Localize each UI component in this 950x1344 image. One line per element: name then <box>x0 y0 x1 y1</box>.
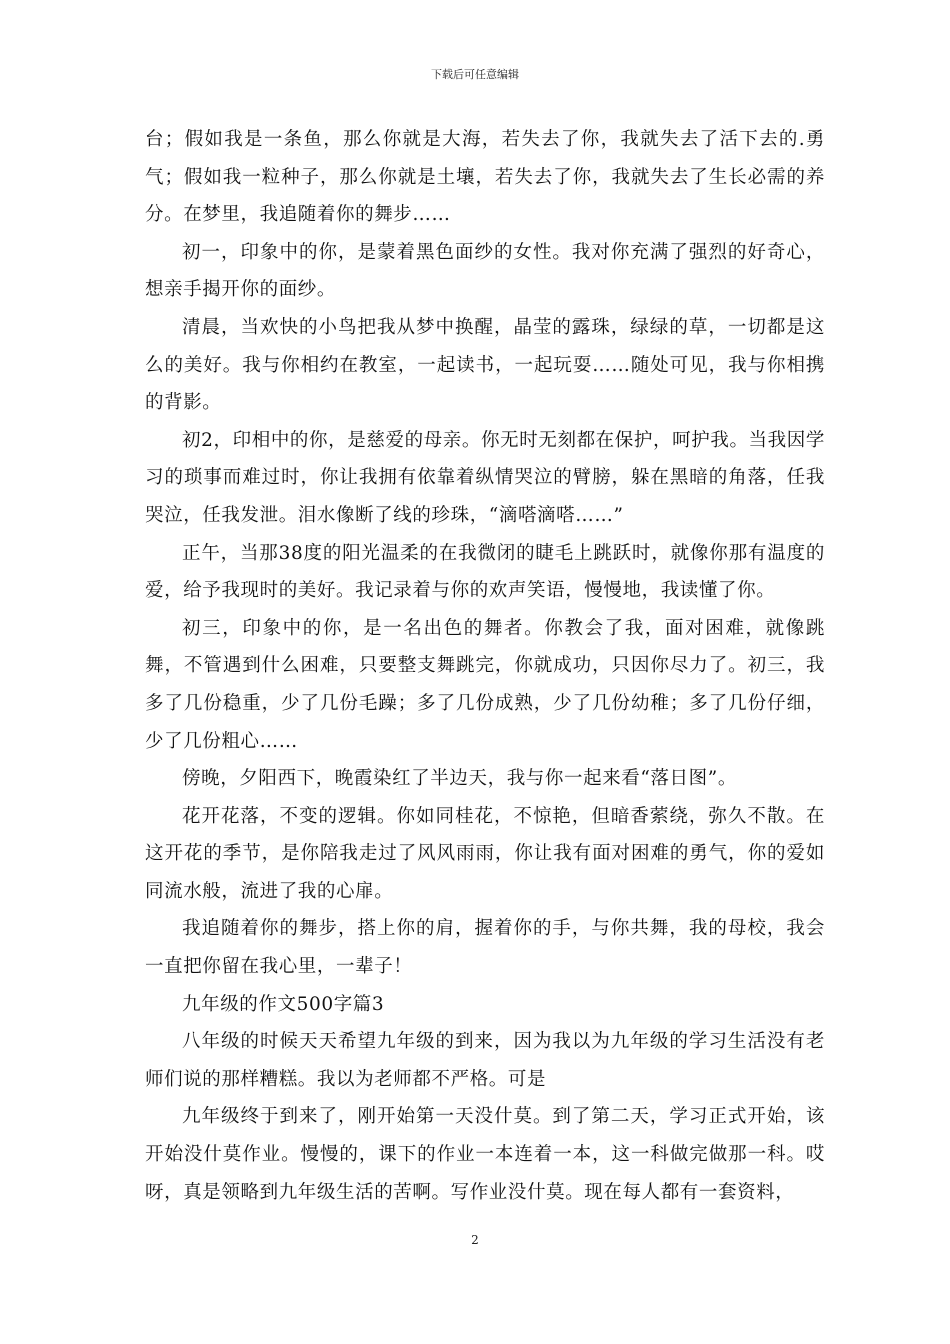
paragraph-4: 初2，印相中的你，是慈爱的母亲。你无时无刻都在保护，呵护我。当我因学习的琐事而难过时，你让我拥有依靠着纵情哭泣的臂膀，躲在黑暗的角落，任我哭泣，任我发泄。泪水像断了线的珍珠，“滴嗒滴嗒……” <box>145 429 825 526</box>
section-heading: 九年级的作文500字篇3 <box>182 993 385 1015</box>
paragraph-5: 正午，当那38度的阳光温柔的在我微闭的睫毛上跳跃时，就像你那有温度的爱，给予我现时的美好。我记录着与你的欢声笑语，慢慢地，我读懂了你。 <box>145 542 825 602</box>
header-note: 下载后可任意编辑 <box>431 68 519 81</box>
document-body <box>145 121 825 1211</box>
paragraph-1: 台；假如我是一条鱼，那么你就是大海，若失去了你，我就失去了活下去的.勇气；假如我一粒种子，那么你就是土壤，若失去了你，我就失去了生长必需的养分。在梦里，我追随着你的舞步…… <box>145 129 825 226</box>
page-number: 2 <box>471 1233 479 1247</box>
paragraph-8: 花开花落，不变的逻辑。你如同桂花，不惊艳，但暗香萦绕，弥久不散。在这开花的季节，是你陪我走过了风风雨雨，你让我有面对困难的勇气，你的爱如同流水般，流进了我的心扉。 <box>145 805 825 902</box>
paragraph-11: 九年级终于到来了，刚开始第一天没什莫。到了第二天，学习正式开始，该开始没什莫作业。慢慢的，课下的作业一本连着一本，这一科做完做那一科。哎呀，真是领略到九年级生活的苦啊。写作业没什莫。现在每人都有一套资料， <box>145 1106 825 1203</box>
paragraph-9: 我追随着你的舞步，搭上你的肩，握着你的手，与你共舞，我的母校，我会一直把你留在我心里，一辈子！ <box>145 918 825 978</box>
paragraph-6: 初三，印象中的你，是一名出色的舞者。你教会了我，面对困难，就像跳舞，不管遇到什么困难，只要整支舞跳完，你就成功，只因你尽力了。初三，我多了几份稳重，少了几份毛躁；多了几份成熟，少了几份幼稚；多了几份仔细，少了几份粗心…… <box>145 617 825 752</box>
paragraph-7: 傍晚，夕阳西下，晚霞染红了半边天，我与你一起来看“落日图”。 <box>182 768 737 790</box>
paragraph-2: 初一，印象中的你，是蒙着黑色面纱的女性。我对你充满了强烈的好奇心，想亲手揭开你的面纱。 <box>145 241 825 301</box>
paragraph-3: 清晨，当欢快的小鸟把我从梦中换醒，晶莹的露珠，绿绿的草，一切都是这么的美好。我与你相约在教室，一起读书，一起玩耍……随处可见，我与你相携的背影。 <box>145 316 825 414</box>
paragraph-10: 八年级的时候天天希望九年级的到来，因为我以为九年级的学习生活没有老师们说的那样糟糕。我以为老师都不严格。可是 <box>145 1031 825 1090</box>
